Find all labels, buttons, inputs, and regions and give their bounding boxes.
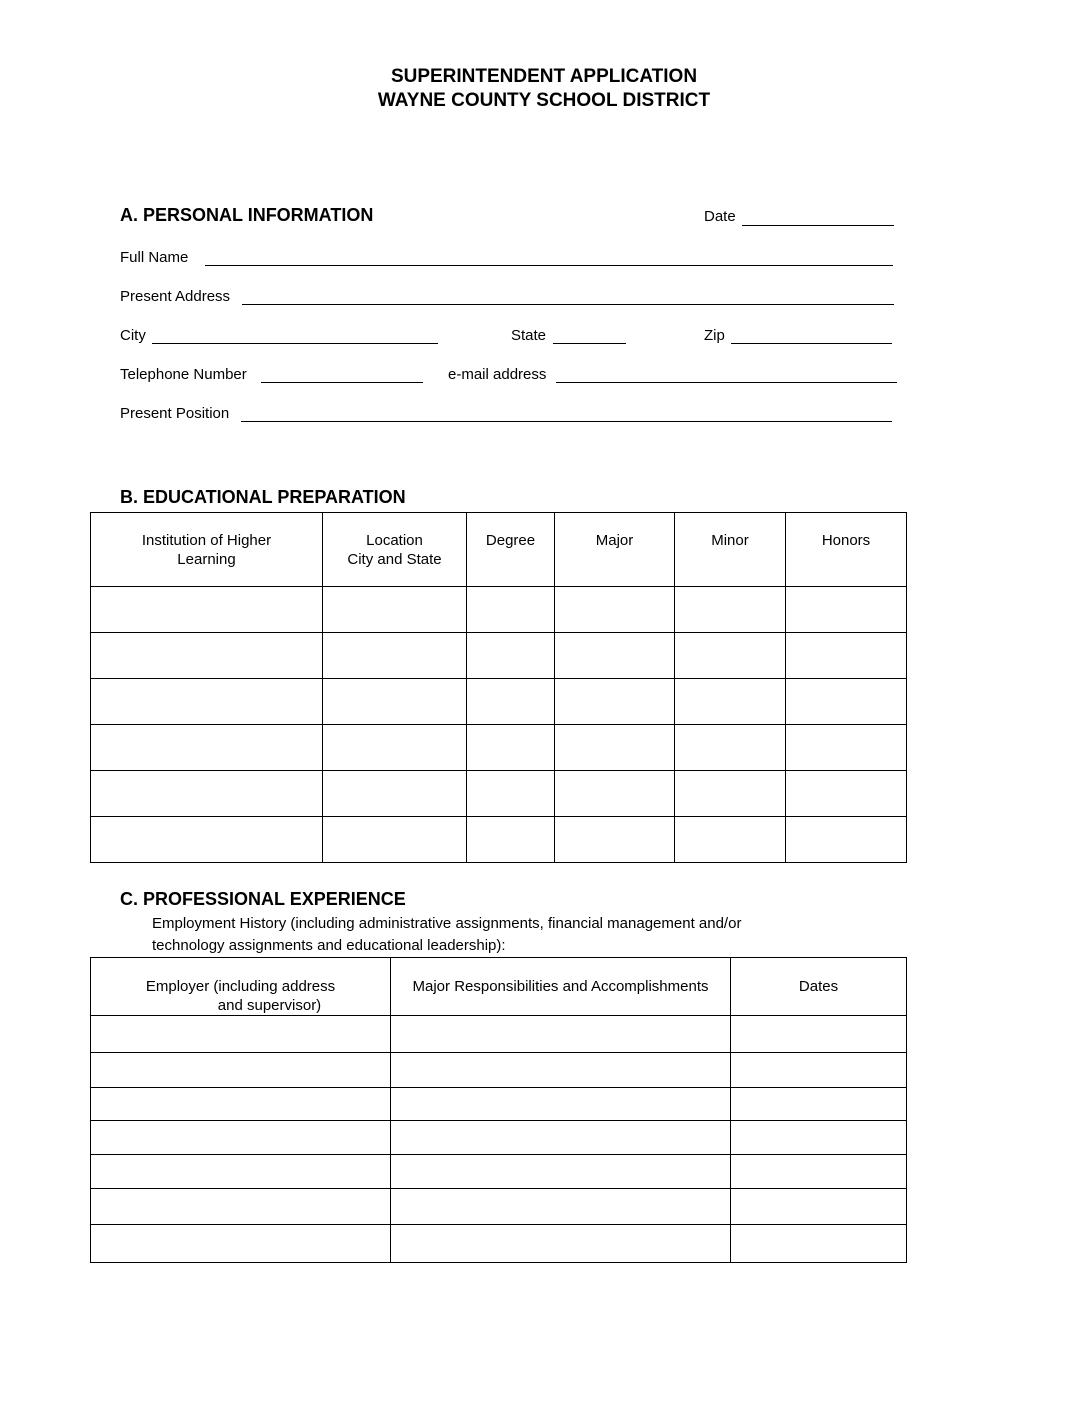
employer-cell	[91, 1053, 391, 1088]
institution-input[interactable]	[91, 646, 322, 666]
education-row	[91, 633, 907, 679]
honors-cell	[786, 633, 907, 679]
location-input[interactable]	[323, 738, 466, 758]
location-cell	[323, 817, 467, 863]
email-field[interactable]	[556, 365, 897, 383]
minor-cell	[675, 587, 786, 633]
col-dates-header: Dates	[731, 958, 907, 1016]
education-row	[91, 817, 907, 863]
state-label: State	[511, 327, 547, 344]
employer-cell	[91, 1016, 391, 1053]
honors-cell	[786, 771, 907, 817]
institution-input[interactable]	[91, 784, 322, 804]
dates-input[interactable]	[731, 1024, 906, 1044]
responsibilities-input[interactable]	[391, 1234, 730, 1254]
degree-input[interactable]	[467, 738, 554, 758]
major-cell	[555, 587, 675, 633]
minor-input[interactable]	[675, 830, 785, 850]
institution-cell	[91, 633, 323, 679]
dates-cell	[731, 1088, 907, 1121]
honors-input[interactable]	[786, 738, 906, 758]
responsibilities-cell	[391, 1016, 731, 1053]
section-b-heading: B. EDUCATIONAL PREPARATION	[120, 487, 406, 507]
responsibilities-input[interactable]	[391, 1128, 730, 1148]
degree-input[interactable]	[467, 830, 554, 850]
col-employer-header	[91, 958, 391, 1016]
dates-cell	[731, 1016, 907, 1053]
degree-input[interactable]	[467, 600, 554, 620]
responsibilities-cell	[391, 1225, 731, 1263]
responsibilities-input[interactable]	[391, 1162, 730, 1182]
honors-cell	[786, 817, 907, 863]
responsibilities-input[interactable]	[391, 1197, 730, 1217]
present-address-field[interactable]	[242, 287, 894, 305]
minor-cell	[675, 725, 786, 771]
major-cell	[555, 817, 675, 863]
col-major-header: Major	[555, 513, 675, 587]
col-employer-line1: Employer (including address	[145, 978, 336, 995]
date-field[interactable]	[742, 208, 894, 226]
institution-input[interactable]	[91, 692, 322, 712]
education-row	[91, 725, 907, 771]
location-cell	[323, 633, 467, 679]
degree-input[interactable]	[467, 784, 554, 804]
location-cell	[323, 587, 467, 633]
dates-cell	[731, 1189, 907, 1225]
location-cell	[323, 771, 467, 817]
degree-cell	[467, 587, 555, 633]
minor-cell	[675, 633, 786, 679]
col-responsibilities-header: Major Responsibilities and Accomplishments	[391, 958, 731, 1016]
employer-input[interactable]	[91, 1162, 390, 1182]
col-location-line1: Location	[366, 532, 423, 549]
city-field[interactable]	[152, 326, 438, 344]
institution-cell	[91, 771, 323, 817]
zip-label: Zip	[704, 327, 725, 344]
minor-input[interactable]	[675, 784, 785, 804]
honors-input[interactable]	[786, 784, 906, 804]
employment-history-intro-line2: technology assignments and educational leadership):	[152, 937, 506, 954]
major-cell	[555, 771, 675, 817]
state-field[interactable]	[553, 326, 626, 344]
employer-input[interactable]	[91, 1094, 390, 1114]
employer-cell	[91, 1088, 391, 1121]
honors-cell	[786, 587, 907, 633]
responsibilities-cell	[391, 1121, 731, 1155]
employment-row	[91, 1088, 907, 1121]
email-label: e-mail address	[448, 366, 547, 383]
location-cell	[323, 725, 467, 771]
location-input[interactable]	[323, 692, 466, 712]
honors-cell	[786, 679, 907, 725]
employer-input[interactable]	[91, 1234, 390, 1254]
institution-cell	[91, 725, 323, 771]
institution-input[interactable]	[91, 830, 322, 850]
responsibilities-input[interactable]	[391, 1060, 730, 1080]
responsibilities-input[interactable]	[391, 1024, 730, 1044]
minor-cell	[675, 817, 786, 863]
employer-input[interactable]	[91, 1024, 390, 1044]
education-table	[90, 512, 907, 863]
location-input[interactable]	[323, 646, 466, 666]
responsibilities-cell	[391, 1053, 731, 1088]
honors-input[interactable]	[786, 692, 906, 712]
employer-input[interactable]	[91, 1197, 390, 1217]
degree-cell	[467, 771, 555, 817]
col-institution-line1: Institution of Higher	[141, 532, 272, 549]
employment-row	[91, 1189, 907, 1225]
employment-row	[91, 1155, 907, 1189]
employer-input[interactable]	[91, 1060, 390, 1080]
major-input[interactable]	[555, 738, 674, 758]
responsibilities-cell	[391, 1088, 731, 1121]
dates-input[interactable]	[731, 1128, 906, 1148]
full-name-field[interactable]	[205, 248, 893, 266]
responsibilities-cell	[391, 1155, 731, 1189]
major-input[interactable]	[555, 646, 674, 666]
employer-cell	[91, 1189, 391, 1225]
honors-cell	[786, 725, 907, 771]
education-header-row	[91, 513, 907, 587]
major-input[interactable]	[555, 830, 674, 850]
major-cell	[555, 633, 675, 679]
honors-input[interactable]	[786, 600, 906, 620]
dates-input[interactable]	[731, 1162, 906, 1182]
city-label: City	[120, 327, 146, 344]
institution-input[interactable]	[91, 738, 322, 758]
responsibilities-cell	[391, 1189, 731, 1225]
employment-row	[91, 1016, 907, 1053]
minor-input[interactable]	[675, 738, 785, 758]
dates-cell	[731, 1053, 907, 1088]
location-input[interactable]	[323, 784, 466, 804]
col-institution-header	[91, 513, 323, 587]
institution-input[interactable]	[91, 600, 322, 620]
dates-input[interactable]	[731, 1197, 906, 1217]
col-institution-line2: Learning	[177, 551, 236, 568]
dates-cell	[731, 1121, 907, 1155]
degree-cell	[467, 817, 555, 863]
minor-cell	[675, 679, 786, 725]
dates-input[interactable]	[731, 1060, 906, 1080]
institution-cell	[91, 817, 323, 863]
date-label: Date	[704, 208, 736, 225]
education-row	[91, 679, 907, 725]
institution-cell	[91, 679, 323, 725]
telephone-field[interactable]	[261, 365, 423, 383]
present-position-field[interactable]	[241, 404, 892, 422]
dates-cell	[731, 1155, 907, 1189]
dates-input[interactable]	[731, 1234, 906, 1254]
employment-history-intro-line1: Employment History (including administrative assignments, financial management and/or	[152, 915, 742, 932]
degree-cell	[467, 679, 555, 725]
document-title: SUPERINTENDENT APPLICATION	[390, 66, 698, 87]
institution-cell	[91, 587, 323, 633]
zip-field[interactable]	[731, 326, 892, 344]
major-input[interactable]	[555, 692, 674, 712]
honors-input[interactable]	[786, 646, 906, 666]
col-employer-line2: and supervisor)	[217, 997, 322, 1014]
education-row	[91, 771, 907, 817]
employer-cell	[91, 1225, 391, 1263]
col-degree-header: Degree	[467, 513, 555, 587]
degree-input[interactable]	[467, 692, 554, 712]
responsibilities-input[interactable]	[391, 1094, 730, 1114]
employment-header-row	[91, 958, 907, 1016]
honors-input[interactable]	[786, 830, 906, 850]
employment-row	[91, 1225, 907, 1263]
location-cell	[323, 679, 467, 725]
education-row	[91, 587, 907, 633]
employment-row	[91, 1121, 907, 1155]
degree-cell	[467, 725, 555, 771]
col-honors-header: Honors	[786, 513, 907, 587]
document-subtitle: WAYNE COUNTY SCHOOL DISTRICT	[377, 90, 711, 111]
employment-row	[91, 1053, 907, 1088]
present-address-label: Present Address	[120, 288, 231, 305]
full-name-label: Full Name	[120, 249, 189, 266]
col-location-header	[323, 513, 467, 587]
col-location-line2: City and State	[347, 551, 442, 568]
employer-input[interactable]	[91, 1128, 390, 1148]
minor-input[interactable]	[675, 646, 785, 666]
telephone-label: Telephone Number	[120, 366, 247, 383]
degree-cell	[467, 633, 555, 679]
minor-cell	[675, 771, 786, 817]
dates-cell	[731, 1225, 907, 1263]
location-input[interactable]	[323, 600, 466, 620]
major-input[interactable]	[555, 784, 674, 804]
employer-cell	[91, 1155, 391, 1189]
col-minor-header: Minor	[675, 513, 786, 587]
minor-input[interactable]	[675, 692, 785, 712]
section-a-heading: A. PERSONAL INFORMATION	[120, 205, 374, 225]
employer-cell	[91, 1121, 391, 1155]
location-input[interactable]	[323, 830, 466, 850]
employment-table	[90, 957, 907, 1263]
major-cell	[555, 679, 675, 725]
minor-input[interactable]	[675, 600, 785, 620]
major-input[interactable]	[555, 600, 674, 620]
degree-input[interactable]	[467, 646, 554, 666]
dates-input[interactable]	[731, 1094, 906, 1114]
section-c-heading: C. PROFESSIONAL EXPERIENCE	[120, 889, 406, 909]
major-cell	[555, 725, 675, 771]
present-position-label: Present Position	[120, 405, 230, 422]
